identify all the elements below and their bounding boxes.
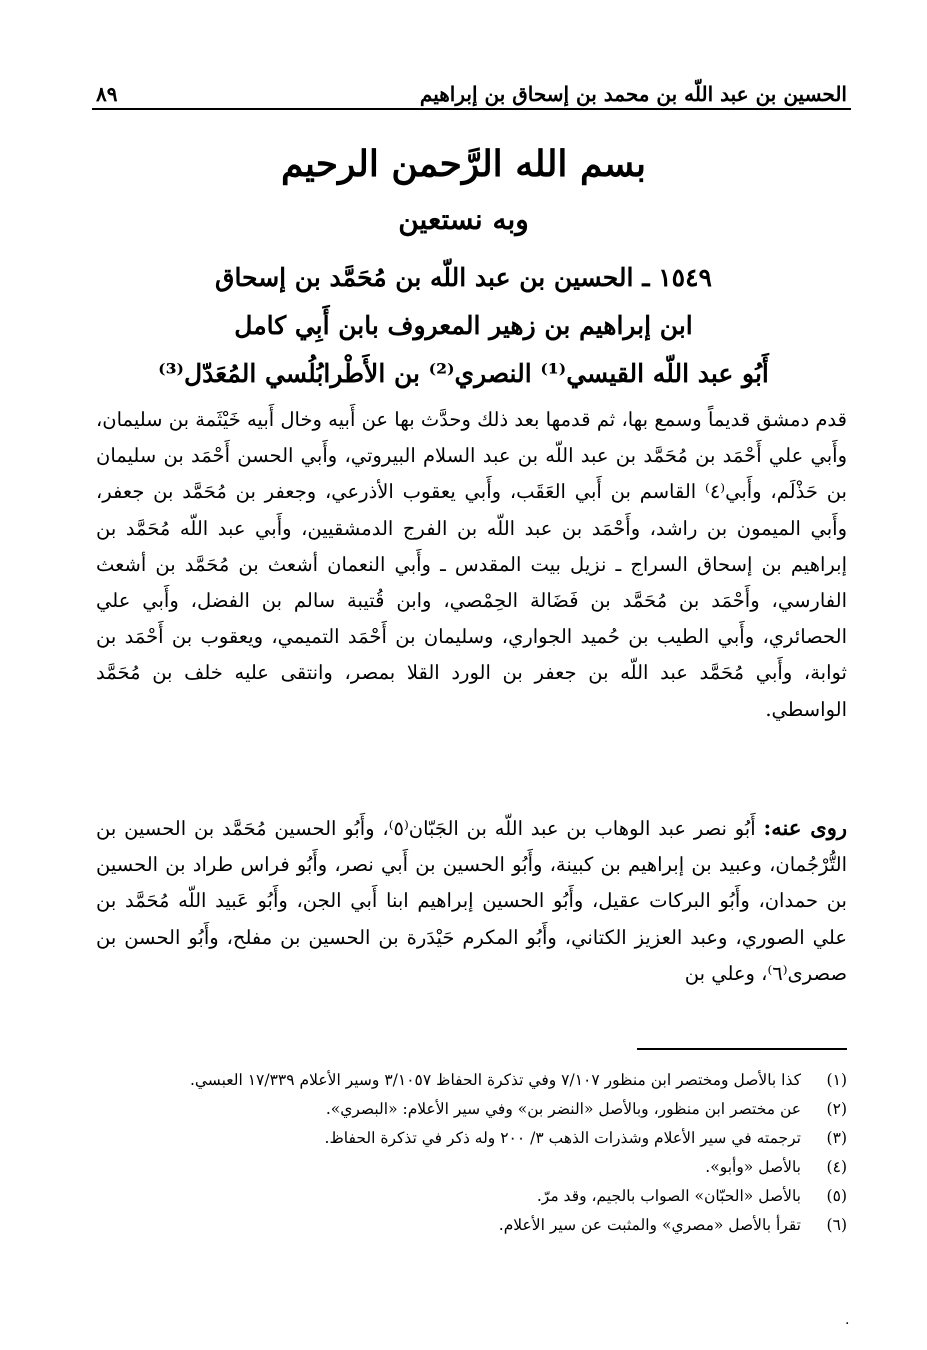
footnote-number: (١) [826, 1071, 847, 1089]
header-rule [92, 108, 851, 110]
page-number: ٨٩ [96, 82, 118, 106]
entry-heading-line-3: أَبُو عبد اللّه القيسي⁽¹⁾ النصري⁽²⁾ بن الأَطْرابُلُسي المُعَدّل⁽³⁾ [158, 359, 769, 388]
narrators-lead: روى عنه: [763, 815, 847, 840]
running-header [96, 70, 847, 106]
narrators-paragraph [96, 810, 847, 992]
footnote-text: بالأصل «وأبو». [705, 1158, 801, 1176]
footnote-text: تقرأ بالأصل «مصري» والمثبت عن سير الأعلام. [498, 1216, 801, 1234]
footnote-text: كذا بالأصل ومختصر ابن منظور ٧/١٠٧ وفي تذكرة الحفاظ ٣/١٠٥٧ وسير الأعلام ١٧/٣٣٩ العبسي. [189, 1071, 801, 1089]
footnote-item [96, 1066, 847, 1095]
footnotes [96, 1066, 847, 1240]
footnote-text: بالأصل «الحبّان» الصواب بالجيم، وقد مرّ. [536, 1187, 801, 1205]
footnote-item [96, 1153, 847, 1182]
footnote-number: (٣) [826, 1129, 847, 1147]
footnote-item [96, 1211, 847, 1240]
stray-mark: · [845, 1316, 850, 1332]
running-title: الحسين بن عبد اللّه بن محمد بن إسحاق بن إبراهيم [419, 82, 847, 106]
entry-heading-line-1: ١٥٤٩ ـ الحسين بن عبد اللّه بن مُحَمَّد بن إسحاق [215, 263, 712, 292]
footnote-item [96, 1124, 847, 1153]
footnote-number: (٦) [826, 1216, 847, 1234]
footnote-number: (٥) [826, 1187, 847, 1205]
footnote-text: عن مختصر ابن منظور، وبالأصل «النضر بن» وفي سير الأعلام: «البصري». [325, 1100, 801, 1118]
footnote-number: (٢) [826, 1100, 847, 1118]
footnote-text: ترجمته في سير الأعلام وشذرات الذهب ٣/ ٢٠٠ وله ذكر في تذكرة الحفاظ. [324, 1129, 801, 1147]
subtitle: وبه نستعين [398, 203, 529, 236]
entry-heading-line-2: ابن إبراهيم بن زهير المعروف بابن أَبِي كامل [234, 311, 693, 340]
footnote-rule [637, 1048, 847, 1050]
biography-paragraph: قدم دمشق قديماً وسمع بها، ثم قدمها بعد ذلك وحدَّث بها عن أَبيه وخال أَبيه خَيْثَمة بن سليمان، وأَبي علي أَحْمَد بن مُحَمَّد بن عبد اللّه بن عبد السلام البيروتي، وأَبي الحسن أَحْمَد بن سليمان بن حَذْلَم، وأَبي⁽٤⁾ القاسم بن أَبي العَقَب، وأَبي يعقوب الأذرعي، وجعفر بن مُحَمَّد بن جعفر، وأَبي الميمون بن راشد، وأَحْمَد بن عبد اللّه بن الفرج الدمشقيين، وأَبي عبد اللّه مُحَمَّد بن إبراهيم بن إسحاق السراج ـ نزيل بيت المقدس ـ وأَبي النعمان أشعث بن مُحَمَّد بن أشعث الفارسي، وأَحْمَد بن مُحَمَّد بن فَضَالة الحِمْصي، وابن قُتيبة سالم بن الفضل، وأَبي علي الحصائري، وأَبي الطيب بن حُميد الجواري، وسليمان بن أَحْمَد التميمي، ويعقوب بن أَحْمَد بن ثوابة، وأَبي مُحَمَّد عبد اللّه بن جعفر بن الورد القلا بمصر، وانتقى عليه خلف بن مُحَمَّد الواسطي. [96, 408, 847, 721]
narrators-text: أَبُو نصر عبد الوهاب بن عبد اللّه بن الجَبّان⁽٥⁾، وأَبُو الحسين مُحَمَّد بن الحسين بن التُّرْجُمان، وعبيد بن إبراهيم بن كبينة، وأَبُو الحسين بن أَبي نصر، وأَبُو فراس طراد بن الحسين بن حمدان، وأَبُو البركات عقيل، وأَبُو الحسين إبراهيم ابنا أَبي الجن، وأَبُو عَبيد اللّه مُحَمَّد بن علي الصوري، وعبد العزيز الكتاني، وأَبُو المكرم حَيْدَرة بن الحسين بن مفلح، وأَبُو الحسن بن صصرى⁽٦⁾، وعلي بن [96, 817, 847, 985]
footnote-item [96, 1095, 847, 1124]
footnote-item [96, 1182, 847, 1211]
footnote-number: (٤) [826, 1158, 847, 1176]
basmala: بسم الله الرَّحمن الرحيم [280, 143, 647, 185]
entry-heading [70, 254, 857, 398]
